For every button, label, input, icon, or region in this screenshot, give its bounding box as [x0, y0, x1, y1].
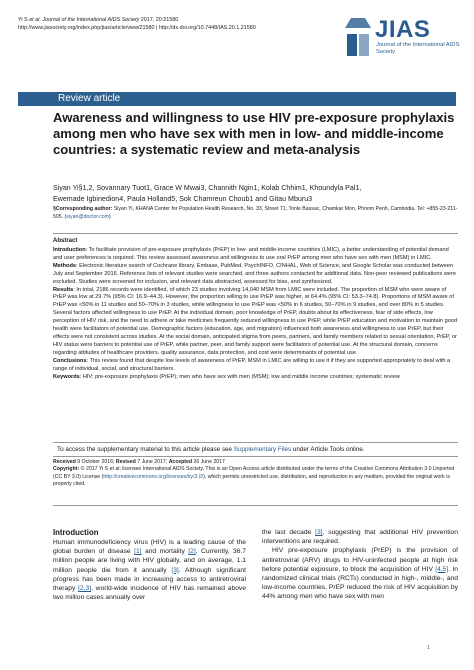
divider	[53, 505, 458, 506]
logo-wordmark: JIAS	[375, 16, 431, 43]
citation-authors: Yi S	[18, 17, 30, 23]
dates-line: Received 9 October 2016; Revised 7 June 2017; Accepted 26 June 2017	[53, 459, 225, 465]
corr-end: )	[109, 213, 111, 220]
introduction-heading: Introduction	[53, 528, 99, 537]
citation-volume: 2017, 20:21580	[139, 17, 179, 23]
abstract-heading: Abstract	[53, 238, 78, 244]
page-number: 1	[427, 645, 430, 651]
abstract-section	[53, 233, 458, 444]
citation-journal: et al. Journal of the International AIDS Society	[29, 17, 140, 23]
article-type-banner	[18, 92, 456, 106]
abstract-keywords: Keywords: HIV; pre-exposure prophylaxis (PrEP); men who have sex with men (MSM); low and middle income countries; systematic review	[53, 373, 400, 380]
divider	[53, 456, 458, 457]
jias-logo-icon	[345, 18, 371, 56]
abstract-introduction: Introduction: To facilitate provision of pre-exposure prophylaxis (PrEP) in low- and middle-income countries (LMIC), a better understanding of potential demand and user preferences is required. This review assessed awareness and willingness to use oral PrEP among men who have sex with men (MSM) in LMIC.	[53, 247, 449, 261]
corr-address: Siyan Yi, KHANA Center for Population Health Research, No. 33, Street 71, Tonle Bassac, Chamkar Mon, Phnom Penh, Cambodia. Tel: +855-23-211-505. (	[53, 206, 458, 220]
supplementary-note: To access the supplementary material to this article please see Supplementary Files under Article Tools online.	[53, 442, 458, 457]
abstract-results: Results: In total, 2186 records were identified, of which 23 studies involving 14,040 MSM from LMIC were included. The proportion of MSM who were aware of PrEP was low at 29.7% (95% CI: 16.9–44.3). However, the proportion willing to use PrEP was higher, at 64.4% (95% CI: 53.3–74.8). Proportions of MSM aware of PrEP was <50% in 11 studies and 50–70% in 3 studies, while willingness to use PrEP was <50% in 6 studies, 50–70% in 9 studies, and over 80% in 5 studies. Several factors affected willingness to use PrEP. At the individual domain, poor knowledge of PrEP, doubts about its effectiveness, fear of side effects, low perception of HIV risk, and the need to adhere or take medicines frequently reduced willingness to use PrEP, while PrEP education and motivation to maintain good health were facilitators of potential use. Demographic factors (education, age, and migration) influenced both awareness and willingness to use PrEP, but their effects were not consistent across studies. At the social domain, anticipated stigma from peers, partners, and family members related to sexual orientation, PrEP, or HIV status were barriers to potential use of PrEP, while partner, peer, and family support were facilitators of potential use. At the structural domain, concerns regarding attitudes of healthcare providers, quality assurance, data protection, and cost were determinants of potential use.	[53, 286, 458, 356]
article-url-link[interactable]: http://www.jiasociety.org/index.php/jias/article/view/21580 | http://dx.doi.org/10.7448/IAS.20.1.21580	[18, 25, 256, 31]
reference-link[interactable]: [2,3]	[78, 585, 92, 593]
logo-subtitle: Journal of the International AIDS Society	[376, 42, 460, 55]
author-line: Siyan Yi§1,2, Sovannary Tuot1, Grace W Mwai3, Channith Ngin1, Kolab Chhim1, Khoundyla Pal1,	[53, 184, 362, 192]
reference-link[interactable]: [3]	[315, 529, 323, 536]
corr-email-link[interactable]: siyan@doctor.com	[66, 213, 110, 220]
jias-logo	[345, 14, 460, 60]
supplementary-files-link[interactable]: Supplementary Files	[233, 446, 292, 453]
reference-link[interactable]: [4,5]	[435, 565, 449, 573]
copyright-line: Copyright: © 2017 Yi S et al; licensee International AIDS Society. This is an Open Access article distributed under the terms of the Creative Commons Attribution 3.0 Unported (CC BY 3.0) License (http://creativecommons.org/licenses/by/3.0/), which permits unrestricted use, distribution, and reproduction in any medium, provided the original work is properly cited.	[53, 466, 455, 488]
article-title: Awareness and willingness to use HIV pre-exposure prophylaxis among men who have sex with men in low- and middle-income countries: a systematic review and meta-analysis	[53, 110, 455, 158]
abstract-methods: Methods: Electronic literature search of Cochrane library, Embase, PubMed, PsychINFO, CINHAL, Web of Science, and Google Scholar was conducted between July and September 2016. Reference lists of relevant studies were searched, and three authors contacted for additional data. Non-peer reviewed publications were excluded. Studies were screened for inclusion, and relevant data abstracted, assessed for bias, and synthesized.	[53, 262, 456, 285]
abstract-body	[53, 247, 458, 381]
intro-right-column: the last decade [3], suggesting that additional HIV prevention interventions are required. HIV pre-exposure prophylaxis (PrEP) is the provision of antiretroviral (ARV) drugs to HIV-uninfected people at high risk before potential exposure, to block the acquisition of HIV [4,5]. In randomized clinical trials (RCTs) conducted in high-, middle-, and low-income countries, PrEP reduced the risk of HIV acquisition by 44% among men who have sex with men	[262, 529, 459, 601]
reference-link[interactable]: [2]	[188, 548, 196, 556]
corr-label: §Corresponding author:	[53, 206, 113, 212]
reference-link[interactable]: [1]	[134, 548, 142, 556]
intro-left-column: Human immunodeficiency virus (HIV) is a leading cause of the global burden of disease [1] and mortality [2]. Currently, 36.7 million people are living with HIV globally, and on average, 1.1 million people die from it annually [3]. Although significant progress has been made in increasing access to antiretroviral therapy [2,3], world-wide incidence of HIV has remained above two million cases annually over	[53, 539, 246, 602]
abstract-conclusions: Conclusions: This review found that despite low levels of awareness of PrEP, MSM in LMIC are willing to use it if they are supported appropriately to deal with a range of individual, social, and structural barriers.	[53, 357, 451, 372]
corresponding-author	[53, 206, 458, 221]
author-line: Ewemade Igbinedion4, Paula Holland5, Sok Chamreun Choub1 and Gitau Mburu3	[53, 194, 313, 203]
author-list	[53, 183, 458, 204]
article-info	[53, 459, 458, 489]
license-link[interactable]: http://creativecommons.org/licenses/by/3.0/	[103, 473, 204, 480]
article-type-label: Review article	[58, 93, 121, 104]
reference-link[interactable]: [3]	[171, 566, 179, 574]
citation-header	[18, 16, 318, 32]
